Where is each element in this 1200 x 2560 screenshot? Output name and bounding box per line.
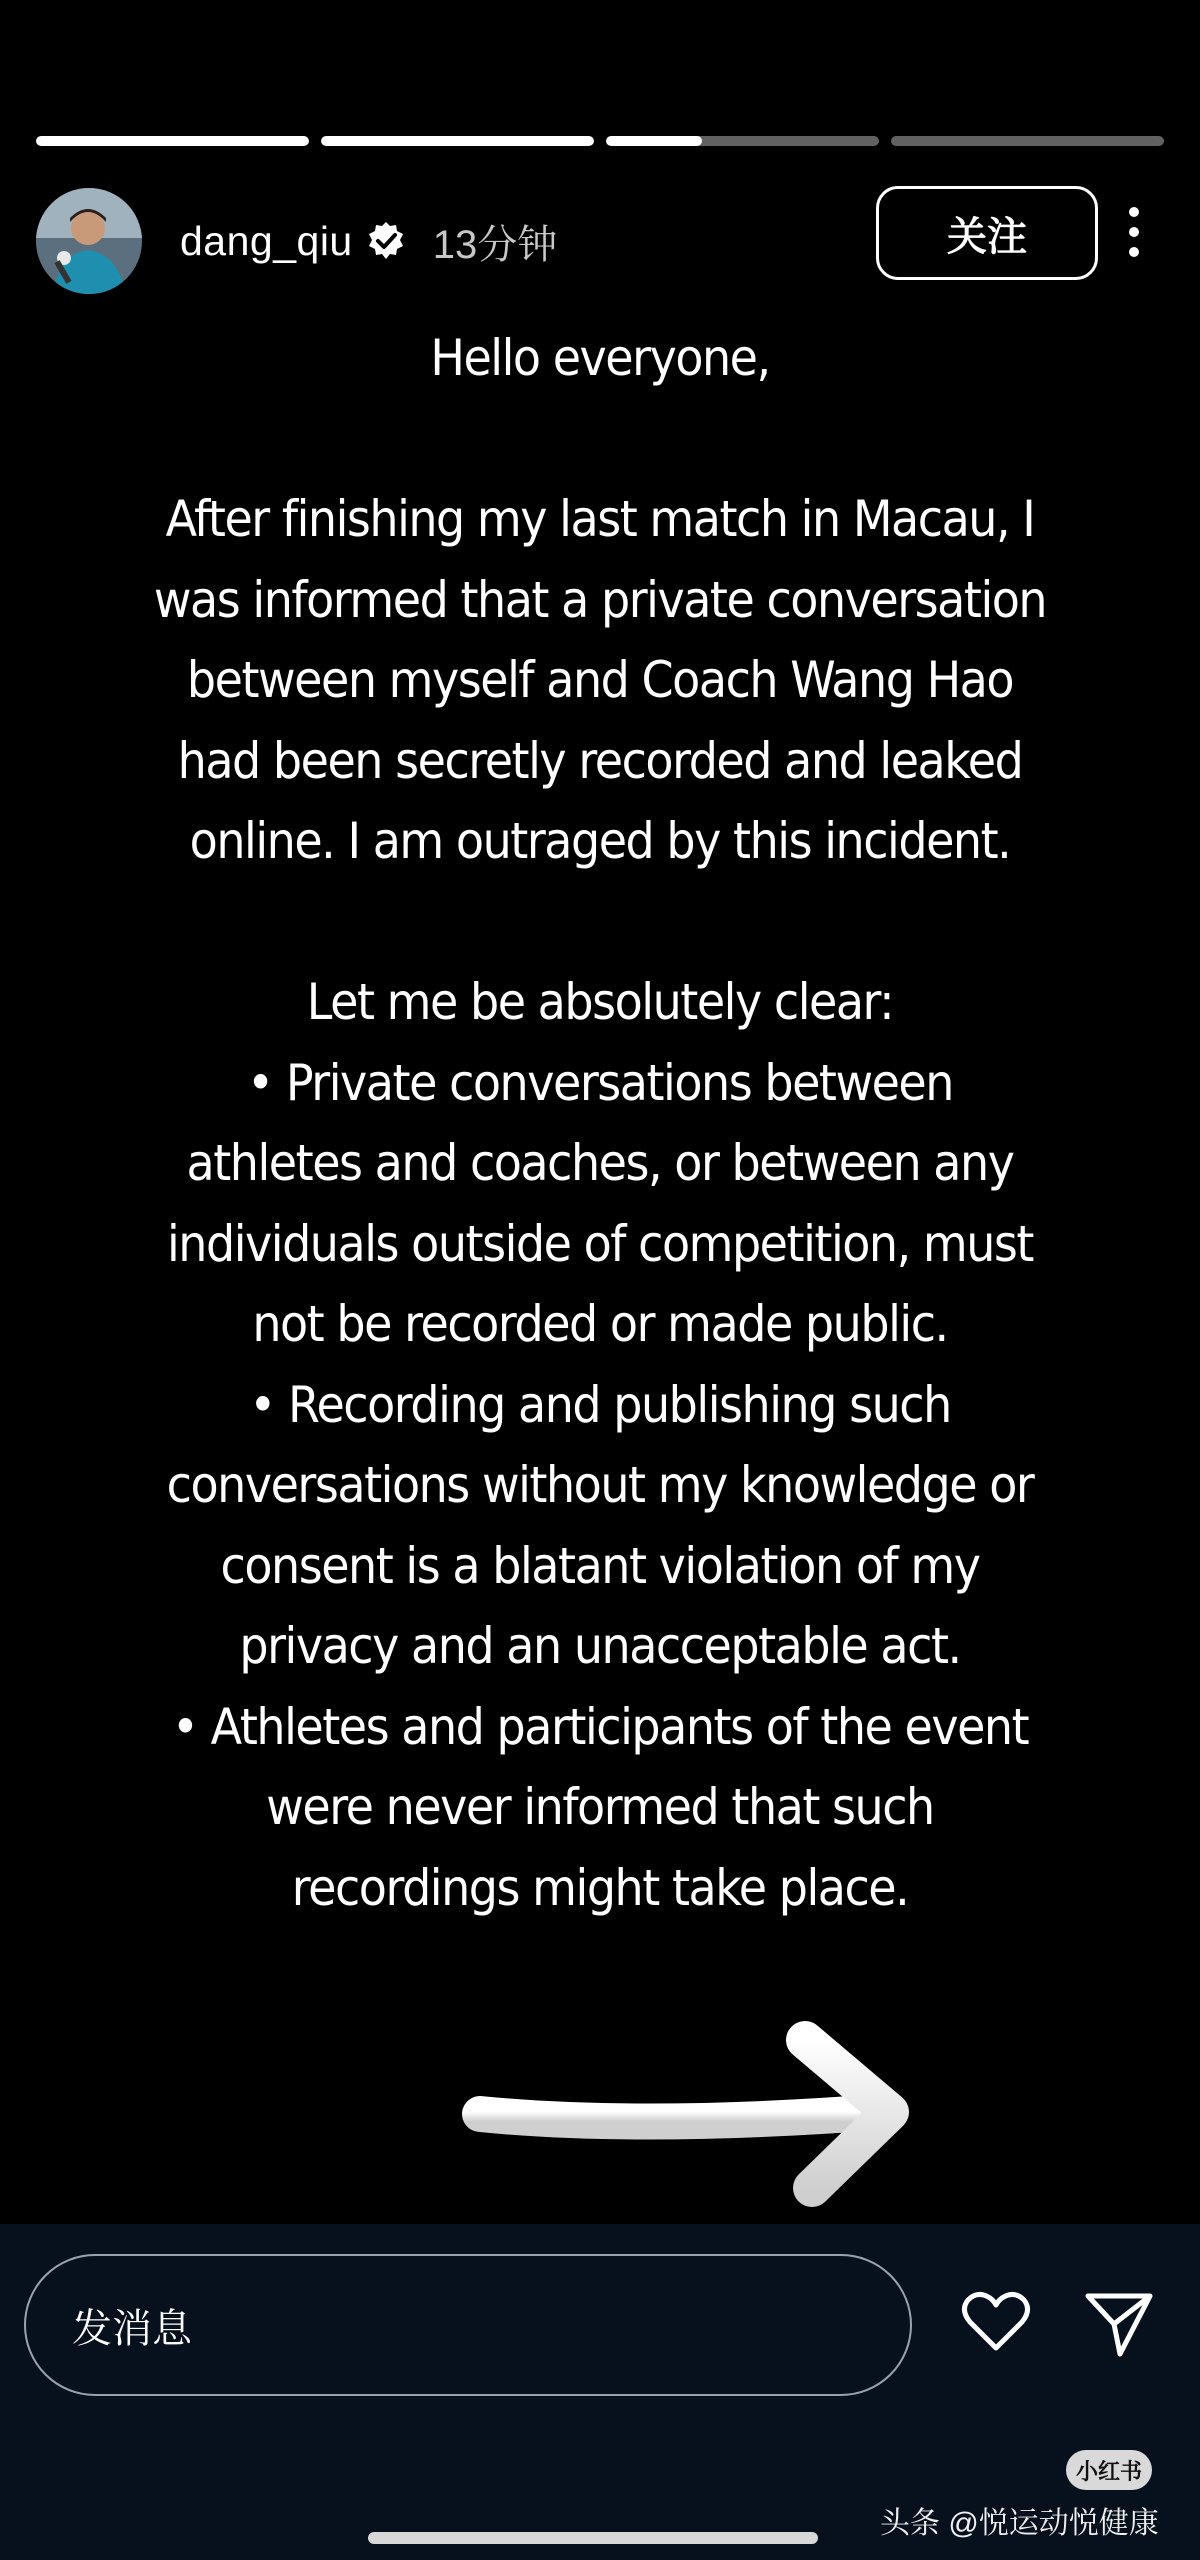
more-vertical-icon[interactable] [1114, 192, 1154, 272]
statement-paragraph-1 [131, 479, 1069, 882]
statement-line: conversations without my knowledge or [166, 1456, 1034, 1514]
time-ago: 13分钟 [432, 222, 558, 267]
statement-line: After finishing my last match in Macau, I [165, 490, 1035, 548]
statement-line: had been secretly recorded and leaked [177, 731, 1023, 790]
home-indicator[interactable] [368, 2532, 818, 2544]
statement-line: not be recorded or made public. [252, 1295, 948, 1353]
follow-button[interactable]: 关注 [876, 186, 1098, 280]
progress-segment [891, 136, 1164, 146]
progress-segment [321, 136, 594, 146]
statement-line: were never informed that such [266, 1778, 934, 1836]
progress-fill [606, 136, 702, 146]
story-header [36, 186, 1164, 296]
avatar[interactable] [36, 188, 142, 294]
statement-line: • Athletes and participants of the event [171, 1697, 1029, 1756]
heart-icon[interactable] [958, 2284, 1034, 2360]
progress-fill [321, 136, 594, 146]
statement-line: consent is a blatant violation of my [220, 1536, 980, 1595]
progress-segment [36, 136, 309, 146]
statement-line: athletes and coaches, or between any [186, 1134, 1014, 1192]
story-statement [131, 318, 1069, 1928]
progress-fill [36, 136, 309, 146]
statement-line: recordings might take place. [291, 1858, 909, 1917]
send-icon[interactable] [1080, 2284, 1156, 2360]
statement-line: online. I am outraged by this incident. [189, 812, 1011, 870]
statement-greeting: Hello everyone, [430, 329, 770, 387]
watermark: 头条 @悦运动悦健康 [880, 2507, 1159, 2540]
statement-line: Let me be absolutely clear: [306, 973, 894, 1031]
statement-line: individuals outside of competition, must [166, 1214, 1034, 1273]
message-input[interactable]: 发消息 [24, 2254, 912, 2396]
statement-line: was informed that a private conversation [153, 570, 1047, 629]
progress-segment [606, 136, 879, 146]
statement-line: privacy and an unacceptable act. [239, 1617, 961, 1675]
story-progress [36, 136, 1164, 148]
statement-paragraph-2 [131, 962, 1069, 1928]
statement-line: between myself and Coach Wang Hao [186, 651, 1014, 709]
verified-badge-icon [365, 220, 407, 262]
statement-line: • Recording and publishing such [249, 1375, 951, 1434]
statement-line: • Private conversations between [247, 1053, 953, 1112]
xiaohongshu-badge: 小红书 [1066, 2450, 1152, 2490]
username[interactable]: dang_qiu [180, 217, 353, 264]
composer-bar [0, 2224, 1200, 2560]
arrow-right-icon [460, 2010, 920, 2210]
